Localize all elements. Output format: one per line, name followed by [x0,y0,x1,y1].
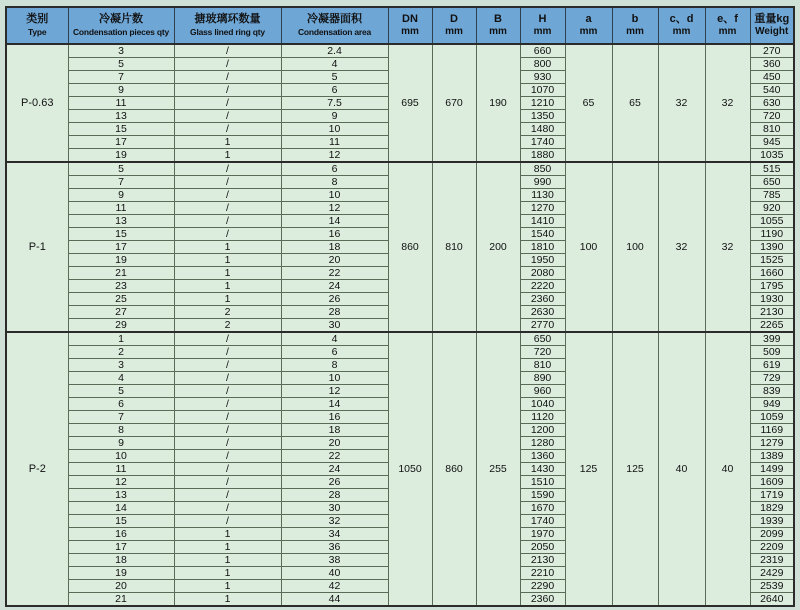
cell-area: 36 [281,541,388,554]
cell-area: 42 [281,580,388,593]
header-weight-cn: 重量kg [754,13,790,25]
cell-b-cap: 255 [476,332,520,606]
cell-h: 1130 [520,189,565,202]
cell-cd: 40 [658,332,705,606]
cell-d: 810 [432,162,476,332]
cell-ring-qty: / [174,411,281,424]
cell-pieces-qty: 11 [68,202,174,215]
cell-weight: 270 [750,44,794,58]
cell-dn: 1050 [388,332,432,606]
cell-ring-qty: / [174,476,281,489]
cell-weight: 360 [750,58,794,71]
cell-weight: 2209 [750,541,794,554]
cell-weight: 949 [750,398,794,411]
cell-h: 2630 [520,306,565,319]
cell-pieces-qty: 18 [68,554,174,567]
cell-ring-qty: 1 [174,280,281,293]
cell-area: 38 [281,554,388,567]
header-pieces-qty-cn: 冷凝片数 [99,13,143,25]
cell-area: 26 [281,476,388,489]
cell-pieces-qty: 5 [68,162,174,176]
cell-area: 18 [281,424,388,437]
cell-ring-qty: / [174,437,281,450]
header-area-cn: 冷凝器面积 [307,13,362,25]
cell-ring-qty: 1 [174,580,281,593]
cell-ring-qty: / [174,463,281,476]
cell-h: 1410 [520,215,565,228]
cell-ring-qty: / [174,502,281,515]
header-b-cap [476,7,520,44]
header-ef-unit: mm [718,26,737,37]
cell-ring-qty: 1 [174,254,281,267]
cell-pieces-qty: 13 [68,489,174,502]
cell-weight: 399 [750,332,794,346]
header-b-cap-symbol: B [494,13,502,25]
cell-pieces-qty: 10 [68,450,174,463]
cell-h: 660 [520,44,565,58]
cell-weight: 1829 [750,502,794,515]
cell-h: 1970 [520,528,565,541]
cell-weight: 1525 [750,254,794,267]
header-d-symbol: D [450,13,458,25]
cell-ring-qty: / [174,346,281,359]
cell-ring-qty: 1 [174,567,281,580]
cell-weight: 2130 [750,306,794,319]
cell-type: P-1 [6,162,68,332]
cell-weight: 515 [750,162,794,176]
cell-area: 20 [281,437,388,450]
cell-pieces-qty: 16 [68,528,174,541]
cell-h: 1210 [520,97,565,110]
cell-h: 810 [520,359,565,372]
cell-area: 10 [281,189,388,202]
cell-ef: 32 [705,44,750,162]
cell-b-low: 125 [612,332,658,606]
cell-area: 18 [281,241,388,254]
cell-pieces-qty: 15 [68,228,174,241]
cell-ring-qty: 1 [174,554,281,567]
cell-h: 1360 [520,450,565,463]
cell-ring-qty: 1 [174,241,281,254]
cell-area: 6 [281,162,388,176]
cell-area: 11 [281,136,388,149]
cell-h: 720 [520,346,565,359]
cell-weight: 1190 [750,228,794,241]
cell-b-cap: 190 [476,44,520,162]
header-a-unit: mm [579,26,598,37]
cell-weight: 2319 [750,554,794,567]
cell-area: 30 [281,502,388,515]
cell-area: 44 [281,593,388,607]
cell-pieces-qty: 5 [68,385,174,398]
cell-area: 12 [281,149,388,163]
cell-area: 20 [281,254,388,267]
cell-area: 34 [281,528,388,541]
cell-area: 22 [281,267,388,280]
table-header-row [6,7,794,44]
cell-pieces-qty: 20 [68,580,174,593]
cell-ring-qty: / [174,110,281,123]
cell-h: 1590 [520,489,565,502]
cell-h: 2130 [520,554,565,567]
header-ef [705,7,750,44]
cell-h: 1740 [520,136,565,149]
cell-weight: 1499 [750,463,794,476]
cell-cd: 32 [658,44,705,162]
cell-weight: 810 [750,123,794,136]
cell-pieces-qty: 9 [68,189,174,202]
cell-area: 2.4 [281,44,388,58]
cell-pieces-qty: 3 [68,44,174,58]
cell-pieces-qty: 27 [68,306,174,319]
cell-pieces-qty: 17 [68,241,174,254]
cell-h: 960 [520,385,565,398]
cell-area: 8 [281,359,388,372]
cell-area: 32 [281,515,388,528]
cell-weight: 2429 [750,567,794,580]
cell-weight: 1390 [750,241,794,254]
cell-dn: 860 [388,162,432,332]
cell-h: 1040 [520,398,565,411]
cell-h: 1200 [520,424,565,437]
cell-pieces-qty: 9 [68,84,174,97]
cell-area: 9 [281,110,388,123]
cell-h: 2050 [520,541,565,554]
cell-weight: 1609 [750,476,794,489]
cell-h: 1480 [520,123,565,136]
header-ring-qty [174,7,281,44]
cell-ring-qty: / [174,44,281,58]
cell-h: 930 [520,71,565,84]
cell-area: 12 [281,385,388,398]
cell-pieces-qty: 7 [68,411,174,424]
header-cd-symbol: c、d [669,13,694,25]
cell-area: 4 [281,58,388,71]
cell-ring-qty: / [174,215,281,228]
cell-area: 4 [281,332,388,346]
cell-weight: 920 [750,202,794,215]
cell-weight: 729 [750,372,794,385]
cell-ring-qty: 2 [174,306,281,319]
cell-ring-qty: / [174,123,281,136]
header-type-cn: 类别 [26,13,49,25]
cell-area: 14 [281,398,388,411]
cell-area: 7.5 [281,97,388,110]
spec-sheet [5,6,795,607]
cell-area: 6 [281,84,388,97]
cell-area: 10 [281,372,388,385]
cell-area: 16 [281,411,388,424]
cell-weight: 1169 [750,424,794,437]
cell-pieces-qty: 29 [68,319,174,333]
cell-h: 1540 [520,228,565,241]
cell-h: 1070 [520,84,565,97]
cell-pieces-qty: 23 [68,280,174,293]
cell-ring-qty: / [174,202,281,215]
cell-pieces-qty: 6 [68,398,174,411]
cell-h: 2210 [520,567,565,580]
cell-pieces-qty: 13 [68,215,174,228]
cell-weight: 785 [750,189,794,202]
cell-b-low: 100 [612,162,658,332]
cell-ring-qty: / [174,450,281,463]
cell-weight: 839 [750,385,794,398]
cell-ring-qty: / [174,385,281,398]
cell-pieces-qty: 2 [68,346,174,359]
cell-h: 1280 [520,437,565,450]
cell-weight: 540 [750,84,794,97]
cell-h: 1740 [520,515,565,528]
cell-weight: 1279 [750,437,794,450]
cell-ring-qty: / [174,84,281,97]
cell-ring-qty: / [174,398,281,411]
cell-weight: 1059 [750,411,794,424]
cell-area: 40 [281,567,388,580]
cell-area: 28 [281,489,388,502]
cell-ef: 32 [705,162,750,332]
cell-h: 1670 [520,502,565,515]
cell-h: 990 [520,176,565,189]
cell-area: 24 [281,463,388,476]
cell-pieces-qty: 15 [68,123,174,136]
cell-weight: 450 [750,71,794,84]
cell-pieces-qty: 12 [68,476,174,489]
cell-weight: 2640 [750,593,794,607]
cell-pieces-qty: 1 [68,332,174,346]
cell-h: 650 [520,332,565,346]
cell-h: 1270 [520,202,565,215]
cell-area: 16 [281,228,388,241]
cell-h: 890 [520,372,565,385]
header-h-symbol: H [538,13,547,25]
cell-pieces-qty: 13 [68,110,174,123]
header-ef-symbol: e、f [717,13,738,25]
cell-ring-qty: 2 [174,319,281,333]
cell-h: 1810 [520,241,565,254]
header-dn-unit: mm [401,26,419,37]
cell-ring-qty: 1 [174,267,281,280]
cell-ring-qty: 1 [174,593,281,607]
cell-pieces-qty: 15 [68,515,174,528]
cell-pieces-qty: 5 [68,58,174,71]
cell-weight: 1660 [750,267,794,280]
cell-weight: 1719 [750,489,794,502]
cell-weight: 720 [750,110,794,123]
cell-ring-qty: / [174,97,281,110]
cell-pieces-qty: 4 [68,372,174,385]
header-weight-en: Weight [755,26,789,37]
cell-pieces-qty: 7 [68,71,174,84]
cell-pieces-qty: 9 [68,437,174,450]
cell-h: 2290 [520,580,565,593]
cell-pieces-qty: 21 [68,593,174,607]
cell-weight: 1389 [750,450,794,463]
cell-ring-qty: / [174,372,281,385]
cell-pieces-qty: 21 [68,267,174,280]
cell-weight: 630 [750,97,794,110]
cell-d: 860 [432,332,476,606]
cell-area: 28 [281,306,388,319]
cell-cd: 32 [658,162,705,332]
cell-a: 125 [565,332,612,606]
header-ring-qty-en: Glass lined ring qty [190,27,265,37]
cell-h: 2770 [520,319,565,333]
cell-pieces-qty: 19 [68,567,174,580]
cell-area: 24 [281,280,388,293]
cell-pieces-qty: 3 [68,359,174,372]
header-a [565,7,612,44]
cell-area: 8 [281,176,388,189]
cell-ring-qty: / [174,58,281,71]
cell-b-low: 65 [612,44,658,162]
cell-h: 1950 [520,254,565,267]
header-area-en: Condensation area [297,27,372,37]
header-cd-unit: mm [672,26,691,37]
header-weight [750,7,794,44]
cell-area: 22 [281,450,388,463]
cell-h: 800 [520,58,565,71]
header-d [432,7,476,44]
cell-weight: 619 [750,359,794,372]
cell-pieces-qty: 8 [68,424,174,437]
cell-h: 1880 [520,149,565,163]
cell-area: 14 [281,215,388,228]
cell-h: 1120 [520,411,565,424]
cell-weight: 2265 [750,319,794,333]
cell-area: 6 [281,346,388,359]
header-b-cap-unit: mm [489,26,507,37]
cell-h: 2360 [520,593,565,607]
cell-h: 1350 [520,110,565,123]
cell-ring-qty: 1 [174,528,281,541]
cell-weight: 1939 [750,515,794,528]
cell-type: P-2 [6,332,68,606]
cell-type: P-0.63 [6,44,68,162]
cell-ring-qty: / [174,189,281,202]
cell-ef: 40 [705,332,750,606]
cell-ring-qty: 1 [174,136,281,149]
header-b-low-unit: mm [626,26,644,37]
table-row [6,44,794,58]
header-type-en: Type [28,27,47,37]
cell-ring-qty: / [174,71,281,84]
header-dn [388,7,432,44]
header-pieces-qty-en: Condensation pieces qty [72,27,169,37]
cell-pieces-qty: 19 [68,254,174,267]
cell-area: 10 [281,123,388,136]
header-area [281,7,388,44]
cell-pieces-qty: 14 [68,502,174,515]
cell-area: 26 [281,293,388,306]
cell-weight: 1035 [750,149,794,163]
cell-ring-qty: / [174,162,281,176]
cell-h: 1430 [520,463,565,476]
cell-pieces-qty: 11 [68,463,174,476]
cell-d: 670 [432,44,476,162]
cell-weight: 1795 [750,280,794,293]
cell-ring-qty: / [174,359,281,372]
cell-weight: 945 [750,136,794,149]
table-body [6,44,794,606]
cell-h: 2220 [520,280,565,293]
cell-weight: 509 [750,346,794,359]
header-b-low-symbol: b [631,13,639,25]
condenser-spec-table [5,6,795,607]
header-h-unit: mm [533,26,552,37]
cell-dn: 695 [388,44,432,162]
cell-a: 65 [565,44,612,162]
cell-area: 30 [281,319,388,333]
header-pieces-qty [68,7,174,44]
cell-ring-qty: / [174,228,281,241]
cell-area: 12 [281,202,388,215]
header-b-low [612,7,658,44]
cell-pieces-qty: 19 [68,149,174,163]
cell-h: 2080 [520,267,565,280]
header-ring-qty-cn: 搪玻璃环数量 [194,13,261,25]
cell-weight: 650 [750,176,794,189]
cell-h: 2360 [520,293,565,306]
header-h [520,7,565,44]
cell-a: 100 [565,162,612,332]
cell-weight: 1930 [750,293,794,306]
cell-pieces-qty: 25 [68,293,174,306]
header-type [6,7,68,44]
header-d-unit: mm [445,26,463,37]
cell-pieces-qty: 17 [68,541,174,554]
cell-h: 850 [520,162,565,176]
header-dn-symbol: DN [402,13,418,25]
cell-weight: 1055 [750,215,794,228]
cell-b-cap: 200 [476,162,520,332]
cell-weight: 2099 [750,528,794,541]
cell-pieces-qty: 17 [68,136,174,149]
cell-pieces-qty: 7 [68,176,174,189]
cell-ring-qty: 1 [174,541,281,554]
cell-h: 1510 [520,476,565,489]
cell-ring-qty: / [174,489,281,502]
cell-ring-qty: / [174,424,281,437]
cell-ring-qty: 1 [174,293,281,306]
header-cd [658,7,705,44]
cell-area: 5 [281,71,388,84]
cell-ring-qty: / [174,515,281,528]
table-row [6,162,794,176]
cell-ring-qty: 1 [174,149,281,163]
table-row [6,332,794,346]
cell-ring-qty: / [174,176,281,189]
header-a-symbol: a [585,13,592,25]
cell-pieces-qty: 11 [68,97,174,110]
cell-weight: 2539 [750,580,794,593]
cell-ring-qty: / [174,332,281,346]
